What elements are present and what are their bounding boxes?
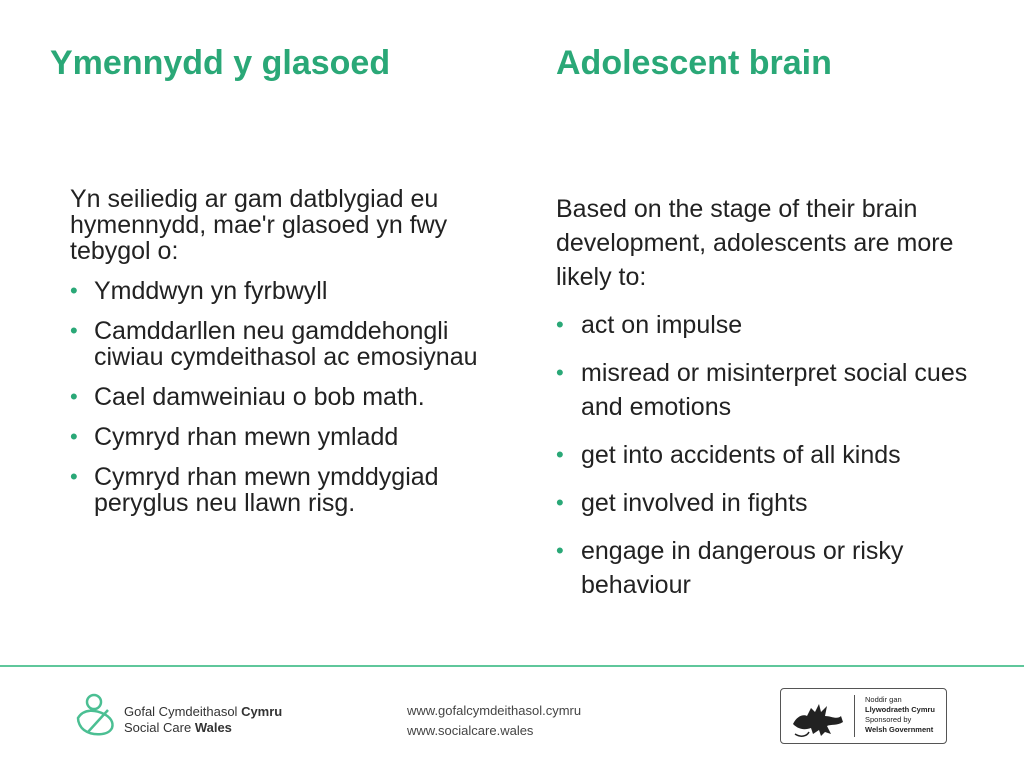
welsh-bullet-text: Camddarllen neu gamddehongli ciwiau cymdeithasol ac emosiynau <box>94 317 478 371</box>
english-bullet-item <box>556 308 996 342</box>
bullet-icon: • <box>70 318 78 343</box>
gov-divider <box>854 695 855 737</box>
gov-welsh-government: Welsh Government <box>865 725 934 734</box>
bullet-icon: • <box>70 278 78 303</box>
welsh-bullet-list <box>70 278 480 516</box>
english-bullet-item <box>556 534 996 602</box>
english-bullet-list <box>556 308 996 602</box>
title-welsh: Ymennydd y glasoed <box>50 44 391 82</box>
logo-text <box>124 704 282 736</box>
welsh-bullet-item <box>70 318 480 370</box>
welsh-bullet-text: Cymryd rhan mewn ymladd <box>94 423 399 451</box>
bullet-icon: • <box>70 384 78 409</box>
english-bullet-text: get into accidents of all kinds <box>581 441 901 469</box>
english-bullet-item <box>556 438 996 472</box>
welsh-bullet-text: Cael damweiniau o bob math. <box>94 383 425 411</box>
bullet-icon: • <box>556 442 564 467</box>
welsh-column <box>70 186 480 516</box>
welsh-intro: Yn seiliedig ar gam datblygiad eu hymennydd, mae'r glasoed yn fwy tebygol o: <box>70 185 448 265</box>
logo-english-regular: Social Care <box>124 720 195 735</box>
welsh-bullet-item <box>70 384 480 410</box>
logo-line-welsh <box>124 704 282 720</box>
footer-urls <box>407 701 581 741</box>
url-english-link[interactable]: www.socialcare.wales <box>407 723 534 738</box>
english-bullet-text: engage in dangerous or risky behaviour <box>581 537 904 599</box>
bullet-icon: • <box>70 424 78 449</box>
welsh-bullet-item <box>70 278 480 304</box>
english-bullet-text: get involved in fights <box>581 489 808 517</box>
gov-noddir: Noddir gan <box>865 695 902 704</box>
bullet-icon: • <box>556 538 564 563</box>
logo-welsh-regular: Gofal Cymdeithasol <box>124 704 242 719</box>
english-column <box>556 192 996 602</box>
bullet-icon: • <box>556 360 564 385</box>
english-intro: Based on the stage of their brain development, adolescents are more likely to: <box>556 195 954 291</box>
english-bullet-text: misread or misinterpret social cues and emotions <box>581 359 968 421</box>
gov-text <box>865 695 935 735</box>
title-english: Adolescent brain <box>556 44 832 82</box>
bullet-icon: • <box>556 312 564 337</box>
welsh-bullet-text: Cymryd rhan mewn ymddygiad peryglus neu llawn risg. <box>94 463 439 517</box>
welsh-bullet-item <box>70 424 480 450</box>
welsh-government-badge <box>780 688 947 744</box>
gov-sponsored: Sponsored by <box>865 715 912 724</box>
social-care-wales-logo-icon <box>74 692 120 738</box>
welsh-bullet-text: Ymddwyn yn fyrbwyll <box>94 277 328 305</box>
english-bullet-text: act on impulse <box>581 311 743 339</box>
social-care-wales-logo <box>74 692 304 742</box>
gov-llywodraeth: Llywodraeth Cymru <box>865 705 936 714</box>
footer-divider <box>0 665 1024 667</box>
english-bullet-item <box>556 486 996 520</box>
bullet-icon: • <box>556 490 564 515</box>
logo-welsh-bold: Cymru <box>241 704 283 719</box>
dragon-icon <box>787 694 849 740</box>
english-bullet-item <box>556 356 996 424</box>
bullet-icon: • <box>70 464 78 489</box>
welsh-bullet-item <box>70 464 480 516</box>
logo-line-english <box>124 720 282 736</box>
logo-english-bold: Wales <box>194 720 232 735</box>
url-welsh-link[interactable]: www.gofalcymdeithasol.cymru <box>407 703 582 718</box>
